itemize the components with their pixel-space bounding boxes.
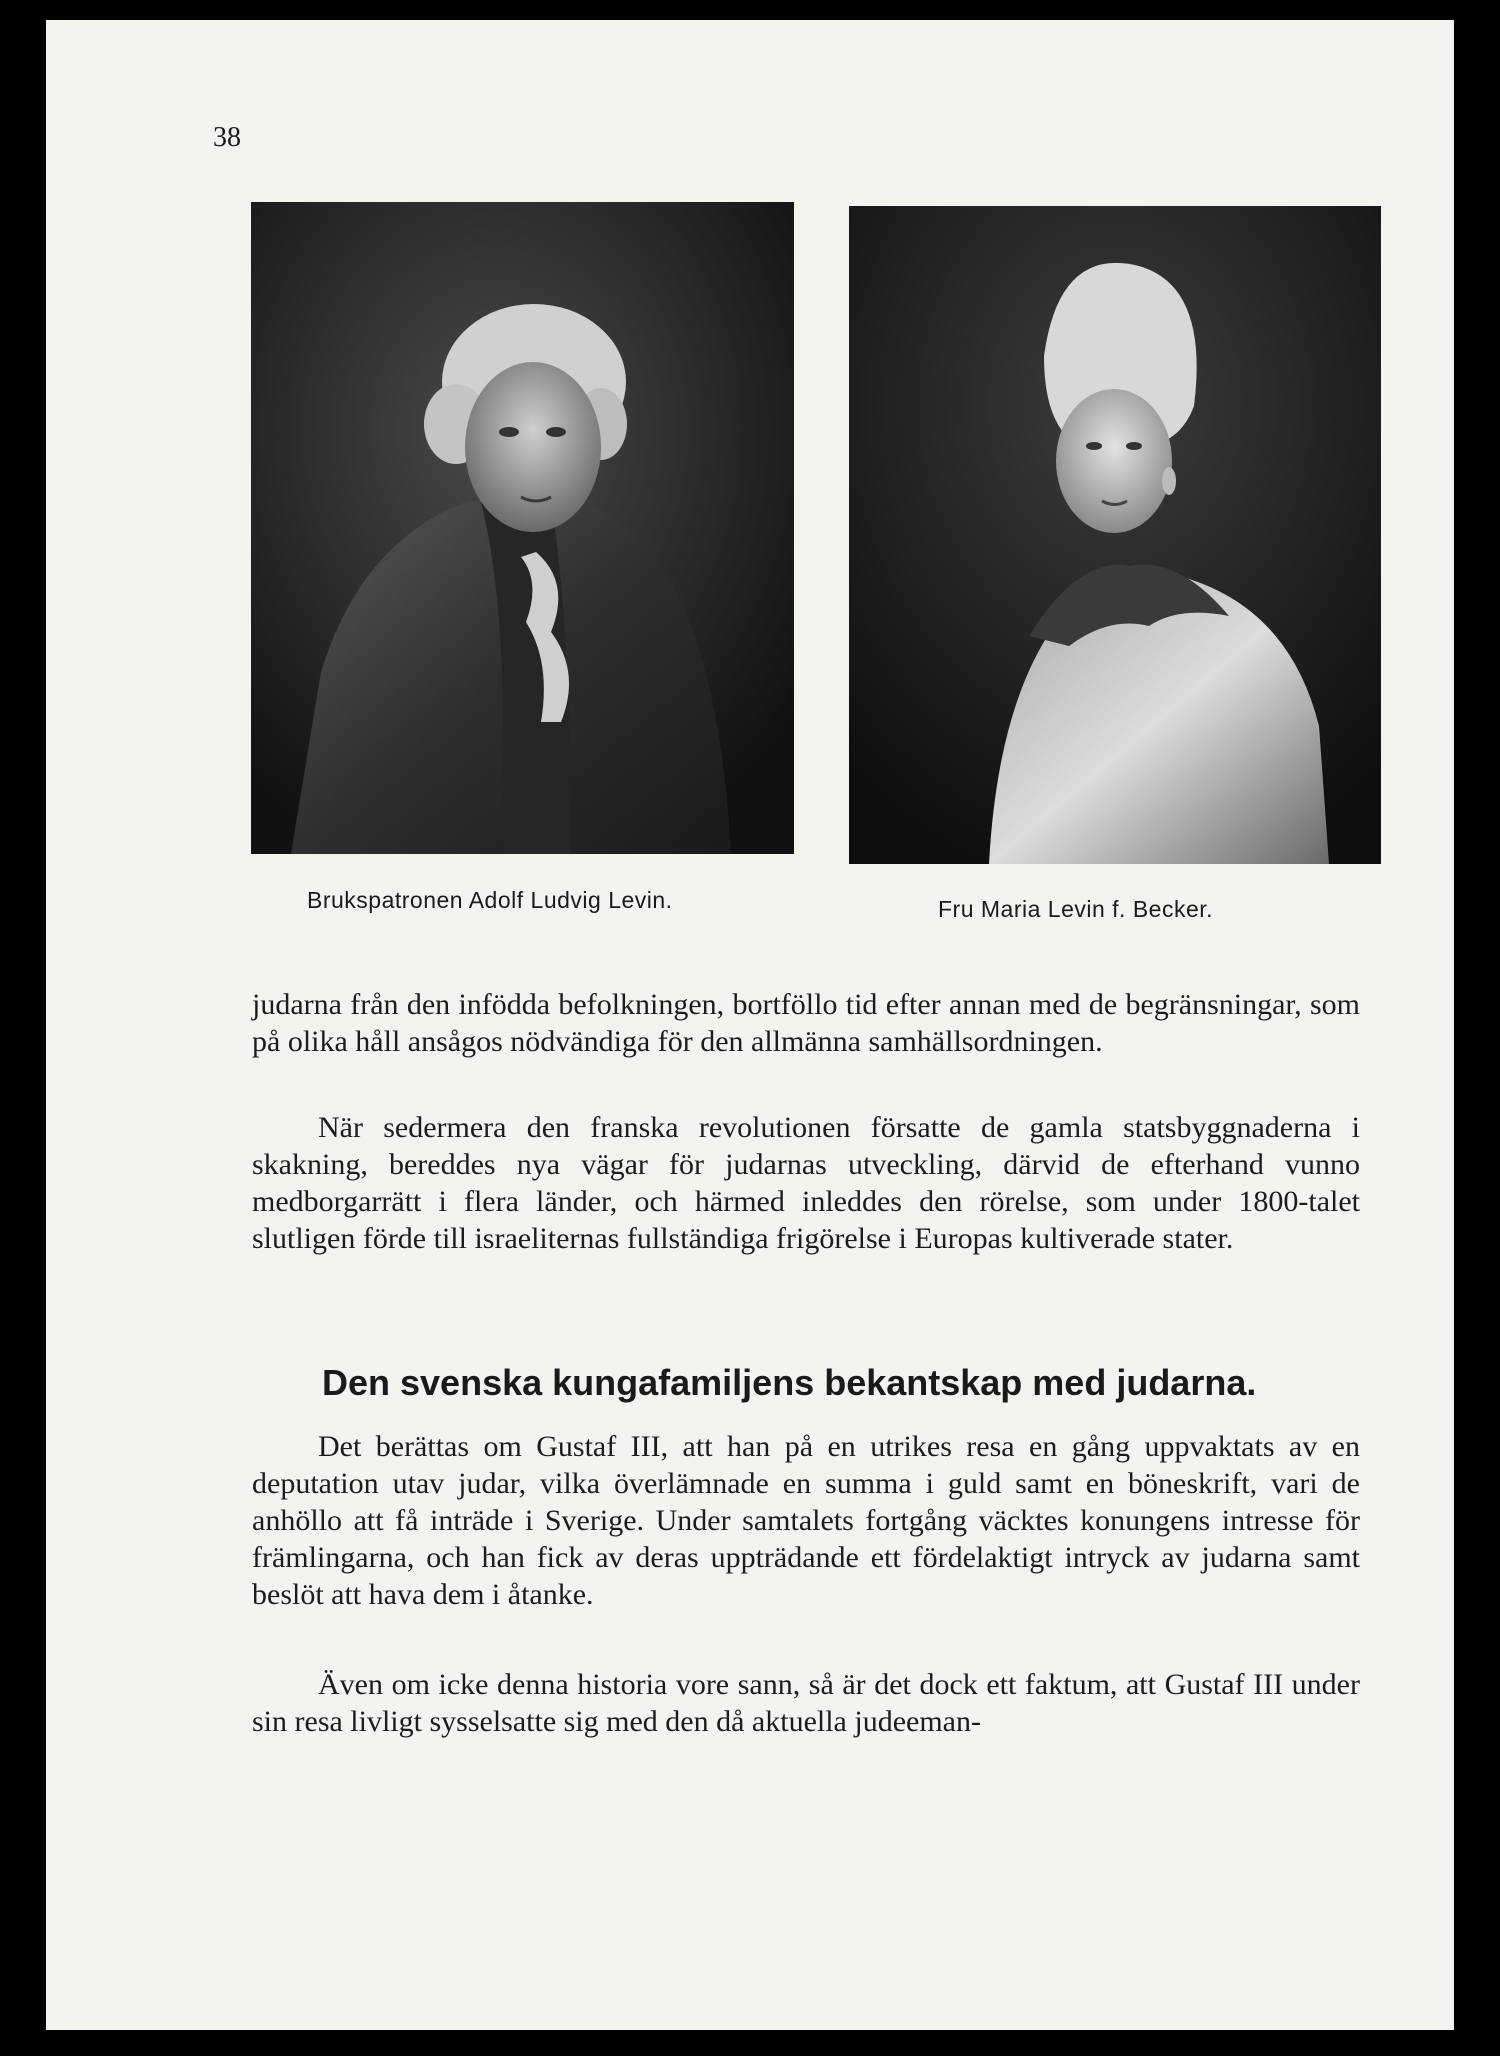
portrait-woman-image <box>849 206 1381 864</box>
body-paragraph: judarna från den infödda befolkningen, bortföllo tid efter annan med de begränsningar, som på olika håll ansågos nödvändiga för den allmänna samhällsordningen. <box>252 988 1360 1058</box>
body-paragraph: Även om icke denna historia vore sann, så är det dock ett faktum, att Gustaf III under sin resa livligt sysselsatte sig med den då aktuella judeeman- <box>252 1668 1360 1738</box>
portrait-man-image <box>251 202 794 854</box>
body-paragraph: När sedermera den franska revolutionen försatte de gamla statsbyggnaderna i skakning, bereddes nya vägar för judarnas utveckling, därvid de efterhand vunno medborgarrätt i flera länder, och härmed inleddes den rörelse, som under 1800-talet slutligen förde till israeliternas fullständiga frigörelse i Europas kultiverade stater. <box>252 1111 1360 1255</box>
caption-left: Brukspatronen Adolf Ludvig Levin. <box>307 887 673 913</box>
caption-right: Fru Maria Levin f. Becker. <box>938 896 1214 922</box>
section-heading: Den svenska kungafamiljens bekantskap med judarna. <box>322 1362 1257 1403</box>
body-paragraph: Det berättas om Gustaf III, att han på en utrikes resa en gång uppvaktats av en deputation utav judar, vilka överlämnade en summa i guld samt en böneskrift, vari de anhöllo att få inträde i Sverige. Under samtalets fortgång väcktes konungens intresse för främlingarna, och han fick av deras uppträdande ett fördelaktigt intryck av judarna samt beslöt att hava dem i åtanke. <box>252 1430 1360 1611</box>
page-number: 38 <box>213 122 241 153</box>
